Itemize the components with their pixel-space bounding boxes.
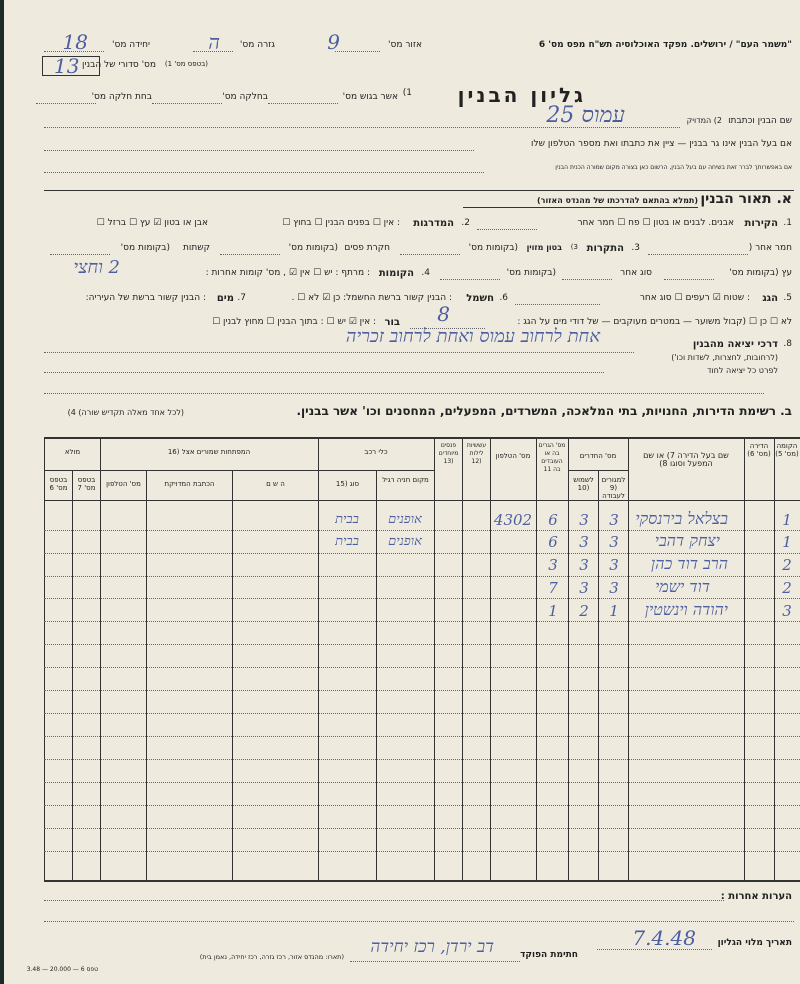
stairs-materials: אבן או בטון ☑ עץ ☐ ברזל ☐ — [96, 218, 208, 228]
sector-label: גזרה מס' — [239, 40, 275, 50]
section-a-note: (תמלא בהתאם להדרכתו של מהנדס האזור) — [536, 196, 698, 205]
print-code: טפס 6 — 20.000 — 3.48 — [26, 966, 98, 973]
signature-label: חתימת הפוקד — [520, 950, 578, 960]
cell-vehicle-type: אופנים — [388, 512, 422, 527]
tank-value: 8 — [437, 302, 450, 326]
cell-vehicle-place: בבית — [335, 512, 359, 527]
cell-rooms-live: 1 — [609, 602, 619, 620]
col-rooms-live: למגורים (9 לעבודה — [601, 476, 626, 500]
cell-floor: 3 — [782, 602, 792, 620]
electricity-num: 6. — [499, 293, 508, 303]
water-label: מים — [216, 293, 234, 304]
col-rooms-group: מס' החדרים — [579, 452, 617, 460]
cell-persons: 6 — [548, 533, 558, 551]
cell-rooms-other: 3 — [579, 533, 589, 551]
subparcel-label: בחת חלקה מס' — [91, 92, 152, 102]
cell-name: בצלאל בירנסקי — [635, 509, 728, 528]
cell-persons: 6 — [548, 511, 558, 529]
other-kind-floors: (בקומות מס' — [506, 268, 556, 278]
col-apartment: הדירה (מס' 6) — [747, 442, 771, 458]
census-form-sheet — [4, 0, 800, 984]
cell-rooms-other: 2 — [579, 602, 589, 620]
col-lighting: עששיות לילות (12 — [466, 442, 487, 465]
col-keys-name: ה ש ם — [266, 480, 285, 488]
unit-value: 18 — [62, 30, 88, 54]
zone-value: 9 — [327, 30, 340, 54]
cell-rooms-other: 3 — [579, 579, 589, 597]
serial-note: (בטפס מס' 1) — [164, 60, 208, 68]
section-a-title: א. תאור הבנין — [700, 191, 792, 207]
col-filled-group: מולא — [64, 448, 81, 456]
zone-label: אזור מס' — [388, 40, 422, 50]
other-floors-value: 2 וחצי — [73, 257, 120, 278]
other-material: חמר אחר ( — [748, 243, 792, 253]
cell-rooms-live: 3 — [609, 511, 619, 529]
cistern-label: בור — [384, 317, 400, 328]
notes-label: הערות אחרות : — [720, 891, 792, 902]
exits-num: 8. — [783, 339, 792, 349]
floors-num: 4. — [421, 268, 430, 278]
ceiling-tiles: חקרת פסים — [344, 243, 390, 253]
address-value: עמוס 25 — [546, 103, 625, 128]
owner-line: אם בעל הבנין אינו גר בבנין — ציין את כתבתו ואת מספר הטלפון שלו — [531, 139, 792, 149]
col-keys-phone: מס' הטלפון — [106, 480, 141, 488]
exits-note: (לרחובות, לחצרות, לשדות וכו') — [671, 353, 778, 362]
cell-rooms-live: 3 — [609, 556, 619, 574]
basement-text: : מרתף : יש ☐ אין ☑ , מס' קומות אחרות : — [205, 268, 370, 278]
serial-value: 13 — [54, 54, 80, 78]
stairs-num: 2. — [461, 218, 470, 228]
cell-phone: 4302 — [493, 511, 533, 529]
cell-floor: 1 — [782, 511, 792, 529]
cell-rooms-other: 3 — [579, 556, 589, 574]
cell-floor: 2 — [782, 579, 792, 597]
stairs-label: המדרגות — [413, 218, 454, 229]
cistern-text: : אין ☑ יש ☐ : בתוך הבנין ☐ מחוץ לבנין ☐ — [212, 317, 376, 327]
roof-num: 5. — [783, 293, 792, 303]
cell-floor: 1 — [782, 533, 792, 551]
block-label: אשר בגוש מס' — [342, 92, 398, 102]
owner-note: אם באפשרותך לברר זאת בשיחה עם בעל הבנין, הרשום כאן בצורה מקום שמורה הכנית הבנין — [555, 164, 792, 171]
cell-rooms-live: 3 — [609, 533, 619, 551]
cell-name: הרב דוד כהן — [651, 554, 728, 573]
ceil-floors-count-2: (בקומות מס' — [288, 243, 338, 253]
col-rooms-other: לשמוש (10 — [573, 476, 594, 492]
col-keys-group: המפתחות שמורים אצל (16 — [167, 448, 251, 456]
sector-value: ה — [208, 30, 220, 54]
exits-note-2: לפרט כל יציאה לחוד — [707, 366, 778, 375]
col-keys-address: הכתבת המדויקת — [164, 480, 215, 488]
cell-name: יהודה וינשטין — [644, 600, 728, 619]
parcel-label: בחלקה מס' — [222, 92, 268, 102]
walls-label: הקירות — [744, 218, 778, 229]
ceil-floors-count: (בקומות מס' — [468, 243, 518, 253]
cell-vehicle-type: אופנים — [388, 534, 422, 549]
col-persons: מס' הגרים בה או העובדים בה 11 — [538, 442, 566, 473]
other-kind: סוג אחר — [620, 268, 652, 278]
cell-name: יצחק דהבי — [654, 531, 720, 550]
col-vehicle-type: סוג (15 — [335, 480, 360, 488]
cell-rooms-live: 3 — [609, 579, 619, 597]
cell-persons: 3 — [548, 556, 558, 574]
col-torches: פנסים מיוחדים (13 — [438, 442, 459, 465]
stairs-options: : אין ☐ בפנים הבנין ☐ בחוץ ☐ — [282, 218, 400, 228]
date-value: 7.4.48 — [632, 926, 696, 950]
col-form7: בטפס מס' 7 — [77, 476, 96, 492]
water-num: 7. — [237, 293, 246, 303]
section-b-title: ב. רשימת הדירות, החנויות, בתי המלאכה, המשרדים, המפעלים, המחסנים וכו' אשר בבנין. — [296, 404, 792, 418]
ceilings-note: 3) — [570, 243, 578, 251]
exits-value: אחת לרחוב עמוס ואחת לרחוב זכריה — [345, 326, 600, 347]
cell-vehicle-place: בבית — [335, 534, 359, 549]
wood-floors: עץ (בקומות מס' — [729, 268, 792, 278]
col-name: שם בעל הדירה 7) או שם המפעל וסוגו 8) — [643, 451, 729, 468]
exits-label: דרכי יציאה מהבנין — [692, 339, 778, 350]
form-title: גליון הבנין — [457, 83, 586, 107]
col-vehicle-group: כלי רכב — [364, 448, 388, 456]
walls-num: 1. — [783, 218, 792, 228]
col-vehicle-place: מקום חניה רגיל — [382, 476, 429, 484]
address-note: 2) המדויק — [686, 116, 722, 125]
cell-persons: 1 — [548, 602, 558, 620]
col-form6: בטפס מס' 6 — [49, 476, 68, 492]
address-label: שם הבנין וכתבתו — [728, 116, 792, 126]
water-text: : הבנין קשור ברשת של העיריה: — [85, 293, 206, 303]
ceilings-label: התקרות — [586, 243, 624, 254]
floors-label: הקומות — [378, 268, 414, 279]
cell-rooms-other: 3 — [579, 511, 589, 529]
section-b-note: (לכל אחד מאלה תקדיש שורה) 4) — [67, 408, 184, 417]
cell-persons: 7 — [548, 579, 558, 597]
ceilings-num: 3. — [631, 243, 640, 253]
roof-label: הגג — [762, 293, 778, 304]
serial-label: מס' סדורי של הבנין — [82, 60, 156, 70]
roof-options: : שטוח ☑ רעפים ☐ סוג אחר — [639, 293, 750, 303]
form-title-note: 1) — [402, 88, 412, 98]
electricity-label: חשמל — [466, 293, 494, 304]
col-floor: הקומה (מס' 5) — [775, 442, 799, 458]
col-phone: מס' הטלפון — [495, 452, 531, 460]
reinforced-concrete: בטון מזוין — [526, 243, 562, 252]
form-top-line: "משמר העם" / ירושלים. מפקד האוכלוסיה תש"ח מפס מס' 6 — [538, 40, 792, 50]
water-yes-no: לא ☐ כן ☐ (קבול משוער — במטרים מעוקבים — של דודי מים על הגג : — [517, 317, 792, 327]
arches: קשתות — [182, 243, 210, 253]
ceil-floors-count-3: (בקומות מס' — [120, 243, 170, 253]
walls-options: אבנים. לבנים או בטון ☐ פח ☐ חמר אחר — [577, 218, 734, 228]
unit-label: יחידה מס' — [112, 40, 150, 50]
signature-value: דב ירדן, רכז יחידה — [370, 937, 494, 957]
signature-note: (תארו: מהנדס אזור, רכז גזרה, רכז יחידה, נאמן בית) — [199, 953, 344, 961]
cell-name: דוד ישמי — [655, 577, 710, 596]
electricity-text: : הבנין קשור ברשת החשמל: כן ☑ לא ☐ . — [291, 293, 452, 303]
cell-floor: 2 — [782, 556, 792, 574]
date-label: תאריך מלוי הגליון — [717, 938, 792, 948]
